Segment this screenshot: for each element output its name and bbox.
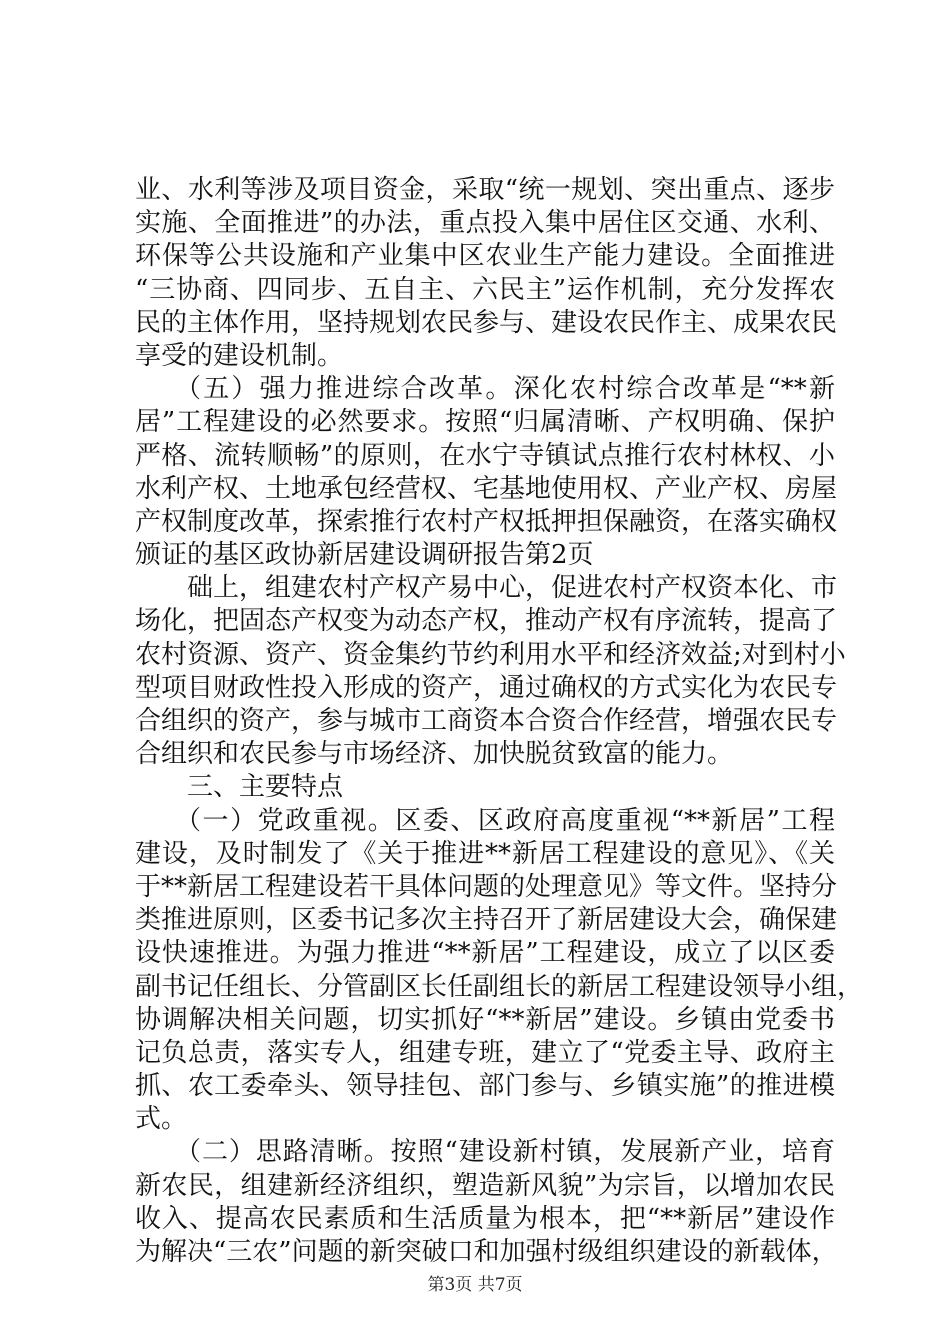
text-line: 础上，组建农村产权产易中心，促进农村产权资本化、市 xyxy=(187,573,838,604)
text-line: 建设，及时制发了《关于推进**新居工程建设的意见》、《关 xyxy=(135,838,835,869)
text-line: 协调解决相关问题，切实抓好“**新居”建设。乡镇由党委书 xyxy=(135,1004,835,1035)
text-line: 三、主要特点 xyxy=(187,772,344,803)
text-line: （五）强力推进综合改革。深化农村综合改革是“**新 xyxy=(175,374,835,405)
text-line: 业、水利等涉及项目资金，采取“统一规划、突出重点、逐步 xyxy=(135,175,835,205)
text-line: 新农民，组建新经济组织，塑造新风貌”为宗旨，以增加农民 xyxy=(135,1170,835,1201)
text-line: （一）党政重视。区委、区政府高度重视“**新居”工程 xyxy=(175,805,835,836)
text-line: （二）思路清晰。按照“建设新村镇，发展新产业，培育 xyxy=(175,1137,835,1168)
text-line: “三协商、四同步、五自主、六民主”运作机制，充分发挥农 xyxy=(135,274,835,305)
text-line: 于**新居工程建设若干具体问题的处理意见》等文件。坚持分 xyxy=(135,871,838,902)
text-line: 场化，把固态产权变为动态产权，推动产权有序流转，提高了 xyxy=(135,606,838,637)
text-line: 实施、全面推进”的办法，重点投入集中居住区交通、水利、 xyxy=(135,208,835,239)
text-line: 产权制度改革，探索推行农村产权抵押担保融资，在落实确权 xyxy=(135,506,838,537)
text-line: 居”工程建设的必然要求。按照“归属清晰、产权明确、保护 xyxy=(135,407,835,438)
text-line: 为解决“三农”问题的新突破口和加强村级组织建设的新载体， xyxy=(135,1237,838,1267)
text-line: 收入、提高农民素质和生活质量为根本，把“**新居”建设作 xyxy=(135,1203,835,1234)
text-line: 记负总责，落实专人，组建专班，建立了“党委主导、政府主 xyxy=(135,1037,835,1068)
text-line: 类推进原则，区委书记多次主持召开了新居建设大会，确保建 xyxy=(135,905,838,936)
text-line: 式。 xyxy=(135,1104,188,1135)
text-line: 民的主体作用，坚持规划农民参与、建设农民作主、成果农民 xyxy=(135,307,838,338)
text-line: 颁证的基区政协新居建设调研报告第2页 xyxy=(135,540,594,571)
text-line: 副书记任组长、分管副区长任副组长的新居工程建设领导小组， xyxy=(135,971,864,1002)
text-line: 农村资源、资产、资金集约节约利用水平和经济效益;对到村小 xyxy=(135,639,846,670)
text-line: 型项目财政性投入形成的资产，通过确权的方式实化为农民专 xyxy=(135,672,838,703)
text-line: 抓、农工委牵头、领导挂包、部门参与、乡镇实施”的推进模 xyxy=(135,1071,835,1102)
text-line: 设快速推进。为强力推进“**新居”工程建设，成立了以区委 xyxy=(135,938,835,969)
text-line: 水利产权、土地承包经营权、宅基地使用权、产业产权、房屋 xyxy=(135,473,838,504)
text-line: 享受的建设机制。 xyxy=(135,340,344,371)
text-line: 严格、流转顺畅”的原则，在水宁寺镇试点推行农村林权、小 xyxy=(135,440,835,471)
text-line: 合组织的资产，参与城市工商资本合资合作经营，增强农民专 xyxy=(135,706,838,736)
text-line: 合组织和农民参与市场经济、加快脱贫致富的能力。 xyxy=(135,739,734,770)
page-footer: 第3页 共7页 xyxy=(427,1275,523,1295)
body-text xyxy=(135,174,864,1269)
text-line: 环保等公共设施和产业集中区农业生产能力建设。全面推进 xyxy=(135,241,835,272)
